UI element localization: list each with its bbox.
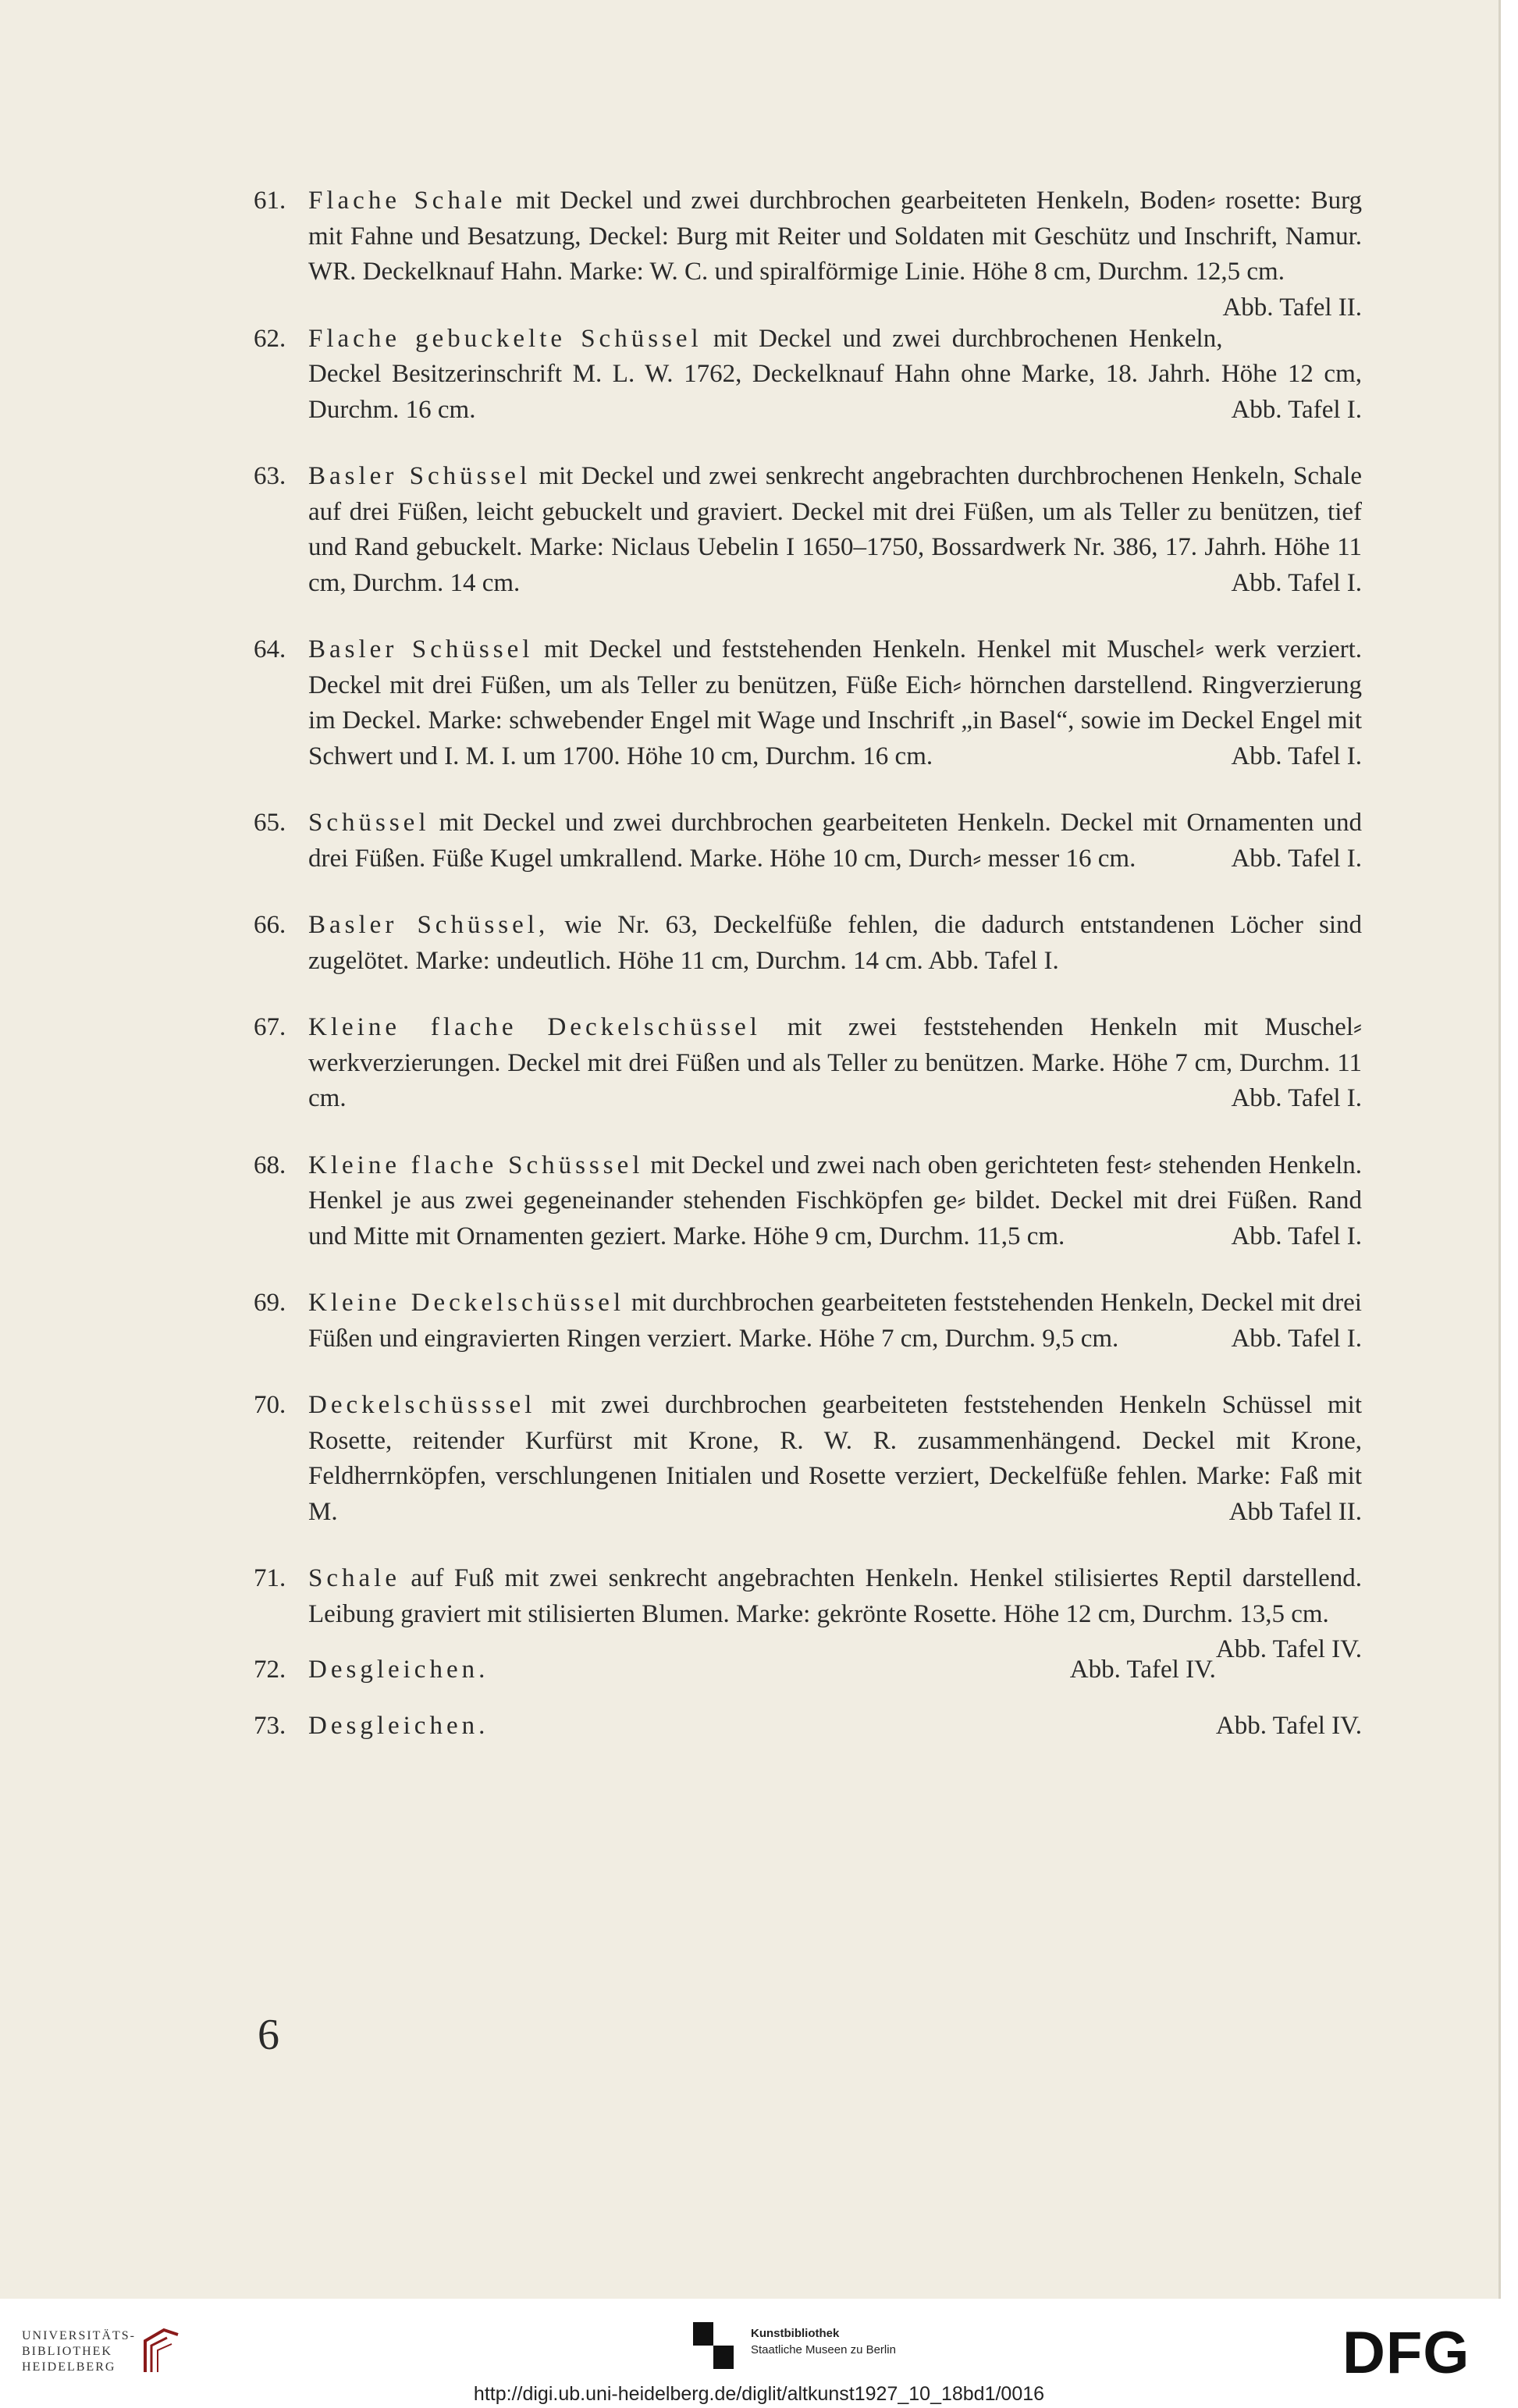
catalog-entry <box>254 1010 1362 1117</box>
entry-plate-reference: Abb Tafel II. <box>1228 1497 1362 1526</box>
entry-title: Flache gebuckelte Schüssel <box>308 324 702 353</box>
entry-number: 64. <box>254 635 286 663</box>
entry-plate-reference: Abb. Tafel I. <box>1231 1222 1362 1250</box>
entry-plate-reference: Abb. Tafel I. <box>1231 742 1362 770</box>
entry-title: Schale <box>308 1564 400 1592</box>
entry-title: Kleine Deckelschüssel <box>308 1289 625 1317</box>
entry-title: Deckelschüsssel <box>308 1391 536 1419</box>
entry-number: 68. <box>254 1151 286 1179</box>
entry-title: Desgleichen. <box>308 1656 489 1684</box>
entry-title: Kleine flache Deckelschüssel <box>308 1013 761 1041</box>
entry-plate-reference: Abb. Tafel IV. <box>1215 1635 1362 1663</box>
entry-title: Flache Schale <box>308 187 507 215</box>
entry-plate-reference: Abb. Tafel IV. <box>1069 1656 1216 1684</box>
university-line: HEIDELBERG <box>22 2360 116 2374</box>
kunstbibliothek-label <box>751 2325 896 2358</box>
catalog-entry <box>254 1561 1362 1663</box>
entry-number: 66. <box>254 911 286 939</box>
entry-number: 71. <box>254 1564 286 1592</box>
entry-plate-reference: Abb. Tafel I. <box>1231 1324 1362 1353</box>
kunstbibliothek-subtitle: Staatliche Museen zu Berlin <box>751 2343 896 2356</box>
catalog-entry <box>254 183 1362 322</box>
university-line: UNIVERSITÄTS- <box>22 2329 136 2342</box>
entry-description: mit Deckel und zwei nach oben gerichteten fest⸗ stehenden Henkeln. Henkel je aus zwei gegeneinander stehenden Fischköpfen ge⸗ bildet. Deckel mit drei Füßen. Rand und Mitte mit Ornamenten geziert. Marke. Höhe 9 cm, Durchm. 11,5 cm. <box>308 1151 1362 1250</box>
catalog-entry <box>254 1388 1362 1530</box>
catalog-entry <box>254 322 1362 429</box>
catalog-entries <box>254 183 1362 1764</box>
entry-description: auf Fuß mit zwei senkrecht angebrachten Henkeln. Henkel stilisiertes Reptil darstellend. Leibung graviert mit stilisierten Blumen. Marke: gekrönte Rosette. Höhe 12 cm, Durchm. 13,5 cm. <box>308 1564 1362 1628</box>
source-url[interactable]: http://digi.ub.uni-heidelberg.de/diglit/altkunst1927_10_18bd1/0016 <box>473 2383 1045 2405</box>
catalog-entry <box>254 632 1362 774</box>
entry-plate-reference: Abb. Tafel IV. <box>1215 1711 1362 1740</box>
entry-description: mit durchbrochen gearbeiteten feststehenden Henkeln, Deckel mit drei Füßen und eingravierten Ringen verziert. Marke. Höhe 7 cm, Durchm. 9,5 cm. <box>308 1289 1362 1353</box>
university-line: BIBLIOTHEK <box>22 2345 112 2358</box>
dfg-logo: DFG <box>1342 2320 1470 2386</box>
entry-description: mit Deckel und zwei senkrecht angebrachten durchbrochenen Henkeln, Schale auf drei Füßen, leicht gebuckelt und graviert. Deckel mit drei Füßen, um als Teller zu benützen, tief und Rand gebuckelt. Marke: Niclaus Uebelin I 1650–1750, Bossardwerk Nr. 386, 17. Jahrh. Höhe 11 cm, Durchm. 14 cm. <box>308 462 1362 597</box>
entry-number: 70. <box>254 1391 286 1419</box>
entry-plate-reference: Abb. Tafel I. <box>1231 1084 1362 1112</box>
catalog-entry <box>254 806 1362 877</box>
entry-title: Basler Schüssel, <box>308 911 549 939</box>
entry-number: 73. <box>254 1711 286 1740</box>
entry-number: 69. <box>254 1289 286 1317</box>
entry-plate-reference: Abb. Tafel II. <box>1222 293 1362 322</box>
catalog-entry <box>254 1148 1362 1255</box>
catalog-entry <box>254 1709 1362 1745</box>
entry-description: mit Deckel und feststehenden Henkeln. Henkel mit Muschel⸗ werk verziert. Deckel mit drei Füßen, um als Teller zu benützen, Füße Eich⸗ hörnchen darstellend. Ringverzierung im Deckel. Marke: schwebender Engel mit Wage und Inschrift „in Basel“, sowie im Deckel Engel mit Schwert und I. M. I. um 1700. Höhe 10 cm, Durchm. 16 cm. <box>308 635 1362 770</box>
footer-bar <box>0 2299 1518 2408</box>
catalog-entry <box>254 1286 1362 1357</box>
entry-title: Desgleichen. <box>308 1711 489 1740</box>
university-logo-icon <box>140 2325 183 2377</box>
entry-title: Basler Schüssel <box>308 635 534 663</box>
page-number: 6 <box>258 2011 279 2059</box>
entry-description: wie Nr. 63, Deckelfüße fehlen, die dadurch entstandenen Löcher sind zugelötet. Marke: undeutlich. Höhe 11 cm, Durchm. 14 cm. Abb. Tafel I. <box>308 911 1362 975</box>
catalog-entry <box>254 459 1362 601</box>
entry-plate-reference: Abb. Tafel I. <box>1231 568 1362 597</box>
kunstbibliothek-logo-icon <box>693 2322 734 2369</box>
entry-number: 63. <box>254 462 286 490</box>
entry-number: 61. <box>254 187 286 215</box>
entry-description: mit Deckel und zwei durchbrochen gearbeiteten Henkeln, Boden⸗ rosette: Burg mit Fahne und Besatzung, Deckel: Burg mit Reiter und Soldaten mit Geschütz und Inschrift, Namur. WR. Deckelknauf Hahn. Marke: W. C. und spiralförmige Linie. Höhe 8 cm, Durchm. 12,5 cm. <box>308 187 1362 286</box>
entry-plate-reference: Abb. Tafel I. <box>1231 395 1362 424</box>
entry-plate-reference: Abb. Tafel I. <box>1231 844 1362 873</box>
entry-number: 67. <box>254 1013 286 1041</box>
catalog-entry <box>254 1652 1362 1688</box>
entry-title: Schüssel <box>308 809 430 837</box>
entry-description: mit zwei durchbrochen gearbeiteten feststehenden Henkeln Schüssel mit Rosette, reitender Kurfürst mit Krone, R. W. R. zusammenhängend. Deckel mit Krone, Feldherrnköpfen, verschlungenen Initialen und Rosette verziert, Deckelfüße fehlen. Marke: Faß mit M. <box>308 1391 1362 1526</box>
kunstbibliothek-name: Kunstbibliothek <box>751 2327 840 2340</box>
entry-number: 65. <box>254 809 286 837</box>
entry-description: mit zwei feststehenden Henkeln mit Muschel⸗ werkverzierungen. Deckel mit drei Füßen und als Teller zu benützen. Marke. Höhe 7 cm, Durchm. 11 cm. <box>308 1013 1362 1112</box>
entry-description: mit Deckel und zwei durchbrochen gearbeiteten Henkeln. Deckel mit Ornamenten und drei Füßen. Füße Kugel umkrallend. Marke. Höhe 10 cm, Durch⸗ messer 16 cm. <box>308 809 1362 873</box>
entry-number: 62. <box>254 324 286 353</box>
university-library-label <box>22 2328 136 2375</box>
entry-title: Basler Schüssel <box>308 462 531 490</box>
catalog-entry <box>254 908 1362 979</box>
entry-title: Kleine flache Schüsssel <box>308 1151 644 1179</box>
entry-description: mit Deckel und zwei durchbrochenen Henkeln, Deckel Besitzerinschrift M. L. W. 1762, Deckelknauf Hahn ohne Marke, 18. Jahrh. Höhe 12 cm, Durchm. 16 cm. <box>308 324 1362 424</box>
entry-number: 72. <box>254 1656 286 1684</box>
